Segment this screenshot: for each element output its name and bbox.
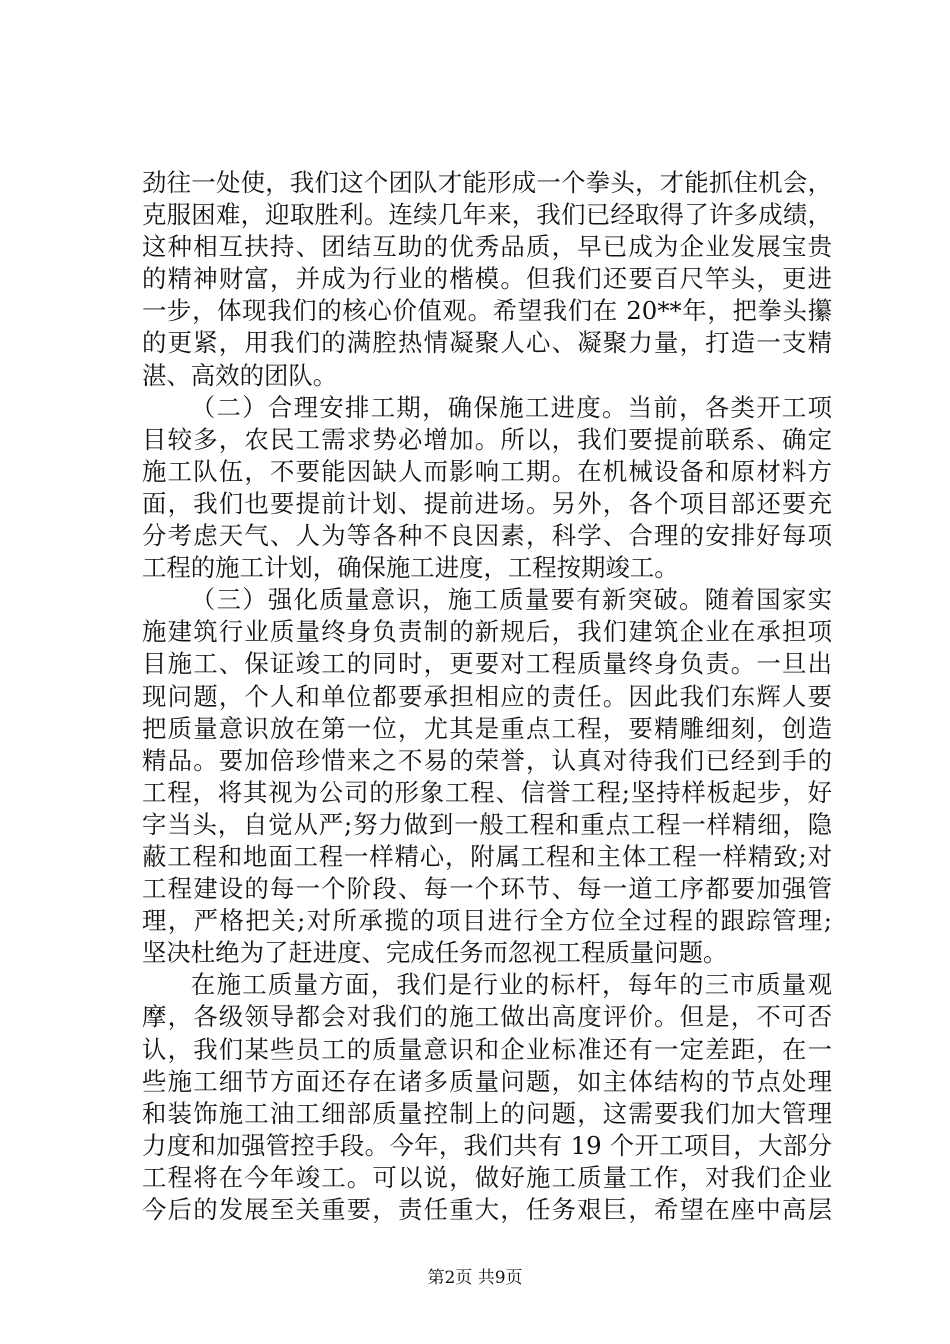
text-line: 施建筑行业质量终身负责制的新规后，我们建筑企业在承担项 bbox=[142, 617, 832, 647]
text-line: 些施工细节方面还存在诸多质量问题，如主体结构的节点处理 bbox=[142, 1066, 832, 1096]
text-line: 摩，各级领导都会对我们的施工做出高度评价。但是，不可否 bbox=[142, 1002, 832, 1032]
text-line: 的更紧，用我们的满腔热情凝聚人心、凝聚力量，打造一支精 bbox=[142, 328, 832, 358]
text-line: 字当头，自觉从严;努力做到一般工程和重点工程一样精细，隐 bbox=[142, 809, 832, 839]
text-line: （三）强化质量意识，施工质量要有新突破。随着国家实 bbox=[190, 585, 832, 615]
text-line: 湛、高效的团队。 bbox=[142, 360, 338, 390]
text-line: 坚决杜绝为了赶进度、完成任务而忽视工程质量问题。 bbox=[142, 938, 728, 968]
text-line: （二）合理安排工期，确保施工进度。当前，各类开工项 bbox=[190, 392, 832, 422]
document-body bbox=[142, 167, 832, 1226]
text-line: 把质量意识放在第一位，尤其是重点工程，要精雕细刻，创造 bbox=[142, 713, 832, 743]
text-line: 力度和加强管控手段。今年，我们共有 19 个开工项目，大部分 bbox=[142, 1130, 832, 1160]
text-line: 劲往一处使，我们这个团队才能形成一个拳头，才能抓住机会， bbox=[142, 168, 832, 197]
text-line: 今后的发展至关重要，责任重大，任务艰巨，希望在座中高层 bbox=[142, 1195, 832, 1224]
text-line: 工程，将其视为公司的形象工程、信誉工程;坚持样板起步，好 bbox=[142, 777, 832, 807]
text-line: 在施工质量方面，我们是行业的标杆，每年的三市质量观 bbox=[190, 970, 832, 1000]
page-footer: 第2页 共9页 bbox=[427, 1268, 523, 1288]
text-line: 目施工、保证竣工的同时，更要对工程质量终身负责。一旦出 bbox=[142, 649, 832, 679]
text-line: 工程的施工计划，确保施工进度，工程按期竣工。 bbox=[142, 553, 679, 583]
text-line: 目较多，农民工需求势必增加。所以，我们要提前联系、确定 bbox=[142, 424, 832, 454]
text-line: 理，严格把关;对所承揽的项目进行全方位全过程的跟踪管理; bbox=[142, 906, 832, 936]
text-line: 蔽工程和地面工程一样精心，附属工程和主体工程一样精致;对 bbox=[142, 841, 832, 871]
text-line: 施工队伍，不要能因缺人而影响工期。在机械设备和原材料方 bbox=[142, 456, 832, 486]
text-line: 克服困难，迎取胜利。连续几年来，我们已经取得了许多成绩， bbox=[142, 200, 832, 230]
text-line: 工程将在今年竣工。可以说，做好施工质量工作，对我们企业 bbox=[142, 1162, 832, 1192]
text-line: 现问题，个人和单位都要承担相应的责任。因此我们东辉人要 bbox=[142, 681, 832, 711]
text-line: 面，我们也要提前计划、提前进场。另外，各个项目部还要充 bbox=[142, 488, 832, 518]
text-line: 精品。要加倍珍惜来之不易的荣誉，认真对待我们已经到手的 bbox=[142, 745, 832, 775]
text-line: 一步，体现我们的核心价值观。希望我们在 20**年，把拳头攥 bbox=[142, 296, 832, 326]
text-line: 这种相互扶持、团结互助的优秀品质，早已成为企业发展宝贵 bbox=[142, 232, 832, 262]
text-line: 和装饰施工油工细部质量控制上的问题，这需要我们加大管理 bbox=[142, 1098, 832, 1128]
text-line: 分考虑天气、人为等各种不良因素，科学、合理的安排好每项 bbox=[142, 521, 832, 551]
text-line: 认，我们某些员工的质量意识和企业标准还有一定差距，在一 bbox=[142, 1034, 832, 1064]
text-line: 的精神财富，并成为行业的楷模。但我们还要百尺竿头，更进 bbox=[142, 264, 832, 294]
text-line: 工程建设的每一个阶段、每一个环节、每一道工序都要加强管 bbox=[142, 874, 832, 904]
